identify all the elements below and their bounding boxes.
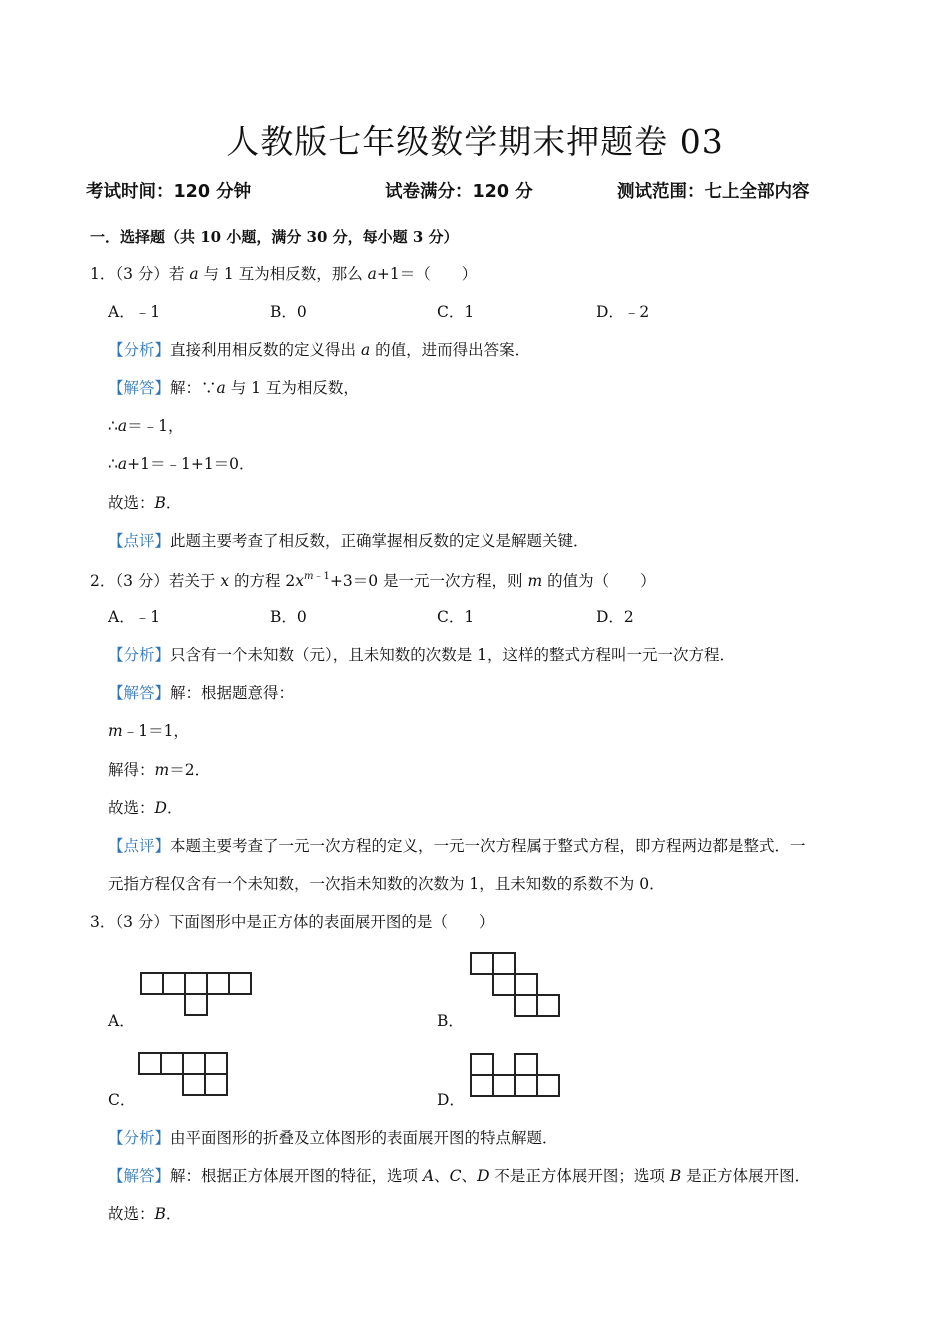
q2-option-b: B．0 xyxy=(270,608,307,626)
q1-comment: 【点评】此题主要考查了相反数，正确掌握相反数的定义是解题关键． xyxy=(108,532,589,550)
q1-stem: 1．（3 分）若 a 与 1 互为相反数，那么 a+1＝（ ） xyxy=(90,265,478,283)
q2-answer: 【解答】解：根据题意得： xyxy=(108,684,295,702)
net-c xyxy=(139,1053,227,1095)
net-d xyxy=(471,1054,559,1096)
q3-option-c: C． xyxy=(108,1091,136,1109)
q2-choice: 故选：D． xyxy=(108,799,183,817)
q3-answer: 【解答】解：根据正方体展开图的特征，选项 A、C、D 不是正方体展开图；选项 B 是正方体展开图． xyxy=(108,1167,811,1185)
q3-stem: 3．（3 分）下面图形中是正方体的表面展开图的是（ ） xyxy=(90,913,495,931)
q2-option-c: C．1 xyxy=(437,608,475,626)
q3-option-d: D． xyxy=(437,1091,465,1109)
q2-comment-line-1: 【点评】本题主要考查了一元一次方程的定义，一元一次方程属于整式方程，即方程两边都是整式．一 xyxy=(108,837,806,855)
q2-option-a: A．﹣1 xyxy=(108,608,161,626)
q1-choice: 故选：B． xyxy=(108,494,182,512)
net-a xyxy=(141,973,251,1015)
q2-analysis: 【分析】只含有一个未知数（元），且未知数的次数是 1，这样的整式方程叫一元一次方程． xyxy=(108,646,736,664)
q3-analysis: 【分析】由平面图形的折叠及立体图形的表面展开图的特点解题． xyxy=(108,1129,558,1147)
q3-choice: 故选：B． xyxy=(108,1205,182,1223)
q1-answer: 【解答】解：∵a 与 1 互为相反数， xyxy=(108,379,359,397)
q1-option-a: A．﹣1 xyxy=(108,303,161,321)
q3-option-b: B． xyxy=(437,1012,464,1030)
q2-step-2: 解得：m＝2． xyxy=(108,761,211,779)
exam-scope: 测试范围：七上全部内容 xyxy=(617,182,810,202)
exam-time: 考试时间：120 分钟 xyxy=(86,182,252,202)
q2-comment-line-2: 元指方程仅含有一个未知数，一次指未知数的次数为 1，且未知数的系数不为 0． xyxy=(108,875,665,893)
section-heading: 一．选择题（共 10 小题，满分 30 分，每小题 3 分） xyxy=(90,228,459,246)
q2-option-d: D．2 xyxy=(596,608,634,626)
q2-step-1: m﹣1＝1， xyxy=(108,722,189,740)
q1-option-c: C．1 xyxy=(437,303,475,321)
page-title: 人教版七年级数学期末押题卷 03 xyxy=(226,122,724,161)
q3-option-a: A． xyxy=(108,1012,135,1030)
q2-stem: 2．（3 分）若关于 x 的方程 $2x^{m﹣1}+3=0$ 是一元一次方程，则 m 的值为（ ） xyxy=(90,571,656,590)
q1-option-b: B．0 xyxy=(270,303,307,321)
q1-step-1: ∴a＝﹣1， xyxy=(108,417,184,435)
q1-step-2: ∴a+1＝﹣1+1＝0． xyxy=(108,455,255,473)
q1-analysis: 【分析】直接利用相反数的定义得出 a 的值，进而得出答案． xyxy=(108,341,531,359)
net-b xyxy=(471,953,559,1016)
exam-full-score: 试卷满分：120 分 xyxy=(385,182,533,202)
q1-option-d: D．﹣2 xyxy=(596,303,650,321)
